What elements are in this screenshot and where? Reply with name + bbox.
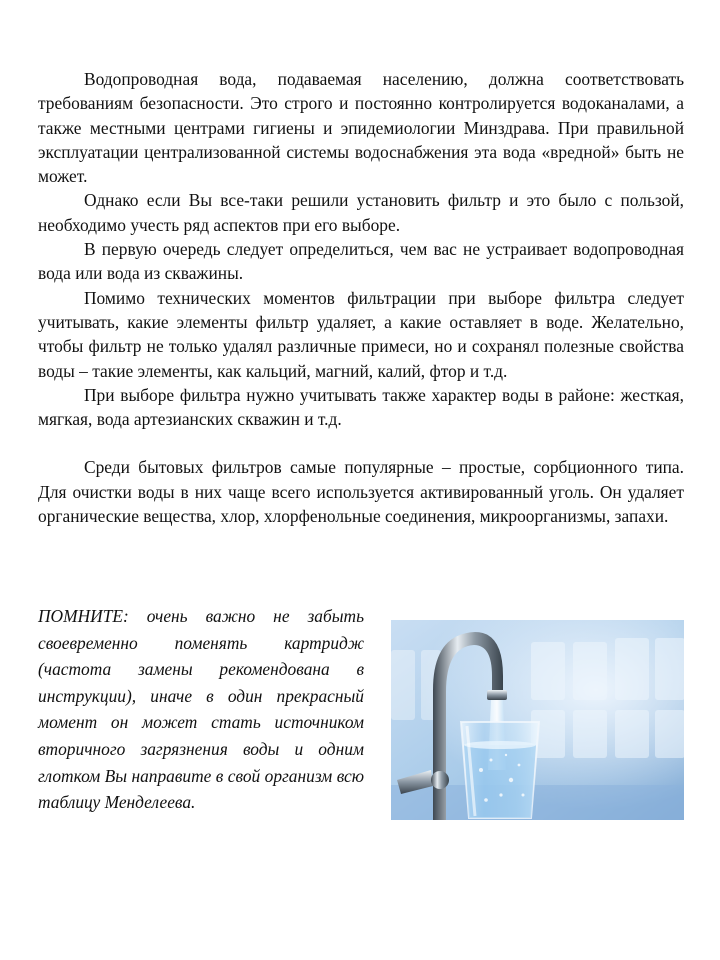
paragraph-sorption-filters: Среди бытовых фильтров самые популярные – простые, сорбционного типа. Для очистки воды в них чаще всего используется активированный уголь. Он удаляет органические вещества, хлор, хлорфенольные соединения, микроорганизмы, запахи.	[38, 457, 684, 527]
paragraph-water-safety: Водопроводная вода, подаваемая населению, должна соответствовать требованиям безопасности. Это строго и постоянно контролируется водоканалами, а также местными центрами гигиены и эпидемиологии Минздрава. При правильной эксплуатации централизованной системы водоснабжения эта вода «вредной» быть не может.	[38, 69, 684, 187]
reminder-callout	[38, 603, 364, 816]
tap-water-glass-photo	[391, 620, 684, 820]
paragraph-filter-elements: Помимо технических моментов фильтрации при выборе фильтра следует учитывать, какие элементы фильтр удаляет, а какие оставляет в воде. Желательно, чтобы фильтр не только удалял различные примеси, но и сохранял полезные свойства воды – такие элементы, как кальций, магний, калий, фтор и т.д.	[38, 287, 684, 381]
article-body	[38, 67, 684, 528]
reminder-text: ПОМНИТЕ: очень важно не забыть своевременно поменять картридж (частота замены рекомендована в инструкции), иначе в один прекрасный момент он может стать источником вторичного загрязнения воды и одним глотком Вы направите в свой организм всю таблицу Менделеева.	[38, 606, 364, 813]
paragraph-first-step: В первую очередь следует определиться, чем вас не устраивает водопроводная вода или вода из скважины.	[38, 239, 684, 284]
paragraph-filter-decision: Однако если Вы все-таки решили установить фильтр и это было с пользой, необходимо учесть ряд аспектов при его выборе.	[38, 190, 684, 235]
paragraph-water-type: При выборе фильтра нужно учитывать также характер воды в районе: жесткая, мягкая, вода артезианских скважин и т.д.	[38, 384, 684, 430]
